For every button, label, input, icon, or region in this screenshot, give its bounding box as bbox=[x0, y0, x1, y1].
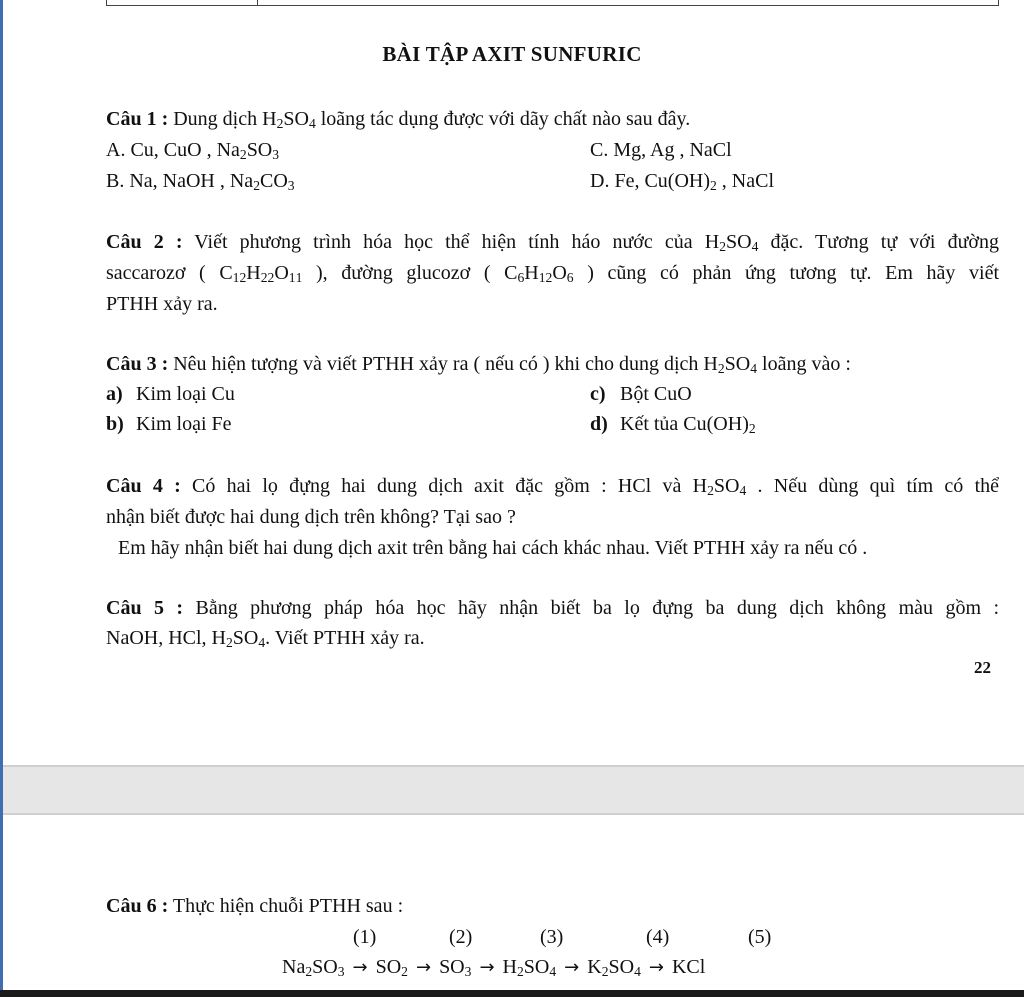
question-2-label: Câu 2 : bbox=[106, 231, 183, 253]
question-4-line-2: nhận biết được hai dung dịch trên không? Tại sao ? bbox=[106, 506, 516, 528]
question-6-text: Thực hiện chuỗi PTHH sau : bbox=[172, 895, 404, 917]
arrow-icon: → bbox=[479, 957, 495, 978]
question-4-line-1: Câu 4 : Có hai lọ đựng hai dung dịch axit đặc gồm : HCl và $H_2SO_4$ . Nếu dùng quì tím có thể bbox=[106, 475, 1000, 498]
arrow-icon: → bbox=[352, 957, 368, 978]
q1-option-a: A. Cu, CuO , $Na_2SO_3$ bbox=[106, 139, 280, 162]
page-number: 22 bbox=[974, 658, 991, 677]
question-5-line-2: NaOH, HCl, $H_2SO_4$. Viết PTHH xảy ra. bbox=[106, 627, 425, 650]
question-6 bbox=[106, 894, 403, 918]
question-5-line-1: Câu 5 : Bằng phương pháp hóa học hãy nhận biết ba lọ đựng ba dung dịch không màu gồm : bbox=[106, 597, 1000, 619]
chain-kcl: KCl bbox=[671, 956, 706, 978]
question-2-line-3: PTHH xảy ra. bbox=[106, 293, 218, 315]
step-label-2: (2) bbox=[449, 926, 473, 948]
question-6-label: Câu 6 : bbox=[106, 895, 169, 917]
q3-option-b: b) Kim loại Fe bbox=[106, 413, 232, 435]
question-3-text: Nêu hiện tượng và viết PTHH xảy ra ( nếu có ) khi cho dung dịch $H_2SO_4$ loãng vào : bbox=[173, 353, 851, 376]
q1-option-d: D. Fe, $Cu(OH)_2$ , NaCl bbox=[590, 170, 775, 193]
question-4-line-3: Em hãy nhận biết hai dung dịch axit trên bằng hai cách khác nhau. Viết PTHH xảy ra nếu có . bbox=[118, 537, 868, 559]
question-3-label: Câu 3 : bbox=[106, 353, 169, 375]
q1-option-b: B. Na, NaOH , $Na_2CO_3$ bbox=[106, 170, 295, 193]
table-fragment bbox=[106, 0, 999, 6]
question-4-label: Câu 4 : bbox=[106, 475, 181, 497]
reaction-chain bbox=[282, 955, 705, 979]
q3-option-a: a) Kim loại Cu bbox=[106, 383, 235, 405]
q3-option-c: c) Bột CuO bbox=[590, 383, 692, 405]
chain-so2: $SO_2$ bbox=[375, 956, 408, 979]
question-5-label: Câu 5 : bbox=[106, 597, 184, 619]
step-label-5: (5) bbox=[748, 926, 772, 948]
chain-na2so3: $Na_2SO_3$ bbox=[282, 956, 345, 979]
step-label-3: (3) bbox=[540, 926, 564, 948]
arrow-icon: → bbox=[415, 957, 432, 978]
window-left-edge bbox=[0, 0, 3, 997]
arrow-icon: → bbox=[564, 957, 580, 978]
page-break bbox=[3, 765, 1024, 815]
arrow-icon: → bbox=[648, 957, 664, 978]
question-3 bbox=[106, 352, 851, 376]
q1-option-c: C. Mg, Ag , NaCl bbox=[590, 139, 732, 161]
step-label-4: (4) bbox=[646, 926, 670, 948]
chain-so3: $SO_3$ bbox=[439, 956, 472, 979]
step-label-1: (1) bbox=[353, 926, 377, 948]
window-bottom-edge bbox=[0, 990, 1024, 997]
question-1-label: Câu 1 : bbox=[106, 108, 169, 130]
question-1 bbox=[106, 107, 690, 131]
page-title: BÀI TẬP AXIT SUNFURIC bbox=[382, 42, 642, 66]
question-2-line-2: saccarozơ ( $C_{12}H_{22}O_{11}$ ), đường glucozơ ( $C_6H_{12}O_6$ ) cũng có phản ứng tương tự. Em hãy viết bbox=[106, 262, 1000, 285]
chain-h2so4: $H_2SO_4$ bbox=[502, 956, 557, 979]
question-1-text: Dung dịch $H_2SO_4$ loãng tác dụng được với dãy chất nào sau đây. bbox=[173, 108, 691, 131]
question-2-line-1: Câu 2 : Viết phương trình hóa học thể hiện tính háo nước của $H_2SO_4$ đặc. Tương tự với đường bbox=[106, 231, 999, 254]
chain-k2so4: $K_2SO_4$ bbox=[587, 956, 641, 979]
q3-option-d: d) Kết tủa $Cu(OH)_2$ bbox=[590, 413, 756, 436]
